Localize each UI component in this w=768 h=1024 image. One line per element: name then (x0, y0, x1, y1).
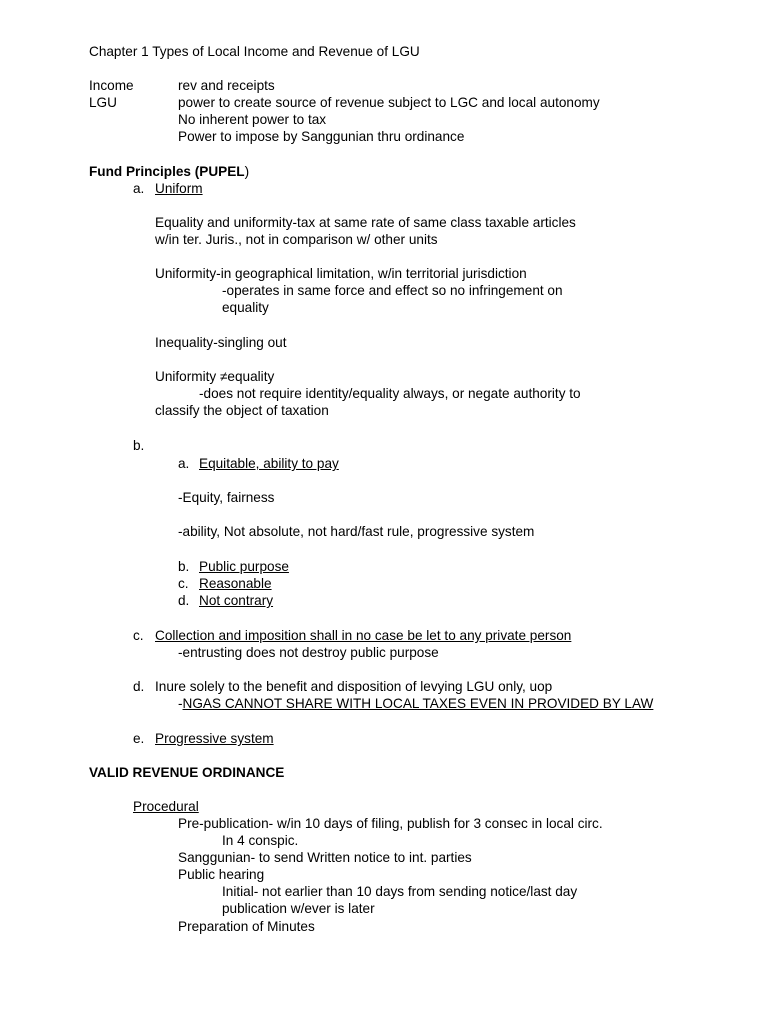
lgu-definition-1: power to create source of revenue subject to LGC and local autonomy (178, 95, 600, 110)
fund-principles-heading-bold: Fund Principles (PUPEL (89, 164, 245, 179)
lgu-definition-2: No inherent power to tax (178, 112, 327, 127)
collection-note: -entrusting does not destroy public purpose (178, 645, 439, 660)
uniform-note: Uniformity-in geographical limitation, w/in territorial jurisdiction (155, 266, 527, 281)
procedural-step: In 4 conspic. (222, 833, 299, 848)
uniform-note: -operates in same force and effect so no infringement on (222, 283, 563, 298)
procedural-step: Initial- not earlier than 10 days from sending notice/last day (222, 884, 578, 899)
principle-progressive: Progressive system (155, 731, 274, 746)
procedural-step: Sanggunian- to send Written notice to int. parties (178, 850, 472, 865)
page-title: Chapter 1 Types of Local Income and Revenue of LGU (89, 44, 420, 59)
procedural-step: Pre-publication- w/in 10 days of filing, publish for 3 consec in local circ. (178, 816, 603, 831)
fund-principles-heading (89, 163, 249, 180)
list-marker: d. (133, 679, 145, 694)
principle-inure: Inure solely to the benefit and disposition of levying LGU only, uop (155, 679, 553, 694)
uniform-note: classify the object of taxation (155, 403, 329, 418)
procedural-heading: Procedural (133, 799, 199, 814)
principle-collection: Collection and imposition shall in no case be let to any private person (155, 628, 572, 643)
principle-public-purpose: Public purpose (199, 559, 289, 574)
inure-note-dash: - (178, 696, 183, 711)
fund-principles-heading-paren: ) (244, 164, 250, 179)
list-marker: a. (133, 181, 145, 196)
uniform-note: -does not require identity/equality always, or negate authority to (199, 386, 581, 401)
principle-uniform: Uniform (155, 181, 203, 196)
list-marker: b. (178, 559, 190, 574)
principle-equitable: Equitable, ability to pay (199, 456, 339, 471)
income-definition: rev and receipts (178, 78, 275, 93)
principle-not-contrary: Not contrary (199, 593, 274, 608)
uniform-note: equality (222, 300, 269, 315)
inure-note (178, 695, 653, 712)
uniform-note: Uniformity ≠equality (155, 369, 275, 384)
procedural-step: publication w/ever is later (222, 901, 375, 916)
procedural-step: Public hearing (178, 867, 265, 882)
principle-reasonable: Reasonable (199, 576, 272, 591)
equitable-note: -ability, Not absolute, not hard/fast rule, progressive system (178, 524, 535, 539)
uniform-note: Inequality-singling out (155, 335, 287, 350)
lgu-definition-3: Power to impose by Sanggunian thru ordinance (178, 129, 465, 144)
uniform-note: w/in ter. Juris., not in comparison w/ other units (155, 232, 438, 247)
list-marker: c. (133, 628, 144, 643)
list-marker: c. (178, 576, 189, 591)
inure-note-text: NGAS CANNOT SHARE WITH LOCAL TAXES EVEN IN PROVIDED BY LAW (182, 696, 654, 711)
list-marker: a. (178, 456, 190, 471)
valid-ordinance-heading: VALID REVENUE ORDINANCE (89, 765, 285, 780)
lgu-term: LGU (89, 95, 117, 110)
uniform-note: Equality and uniformity-tax at same rate of same class taxable articles (155, 215, 576, 230)
list-marker: e. (133, 731, 145, 746)
list-marker: b. (133, 438, 145, 453)
procedural-step: Preparation of Minutes (178, 919, 315, 934)
list-marker: d. (178, 593, 190, 608)
income-term: Income (89, 78, 134, 93)
equitable-note: -Equity, fairness (178, 490, 275, 505)
